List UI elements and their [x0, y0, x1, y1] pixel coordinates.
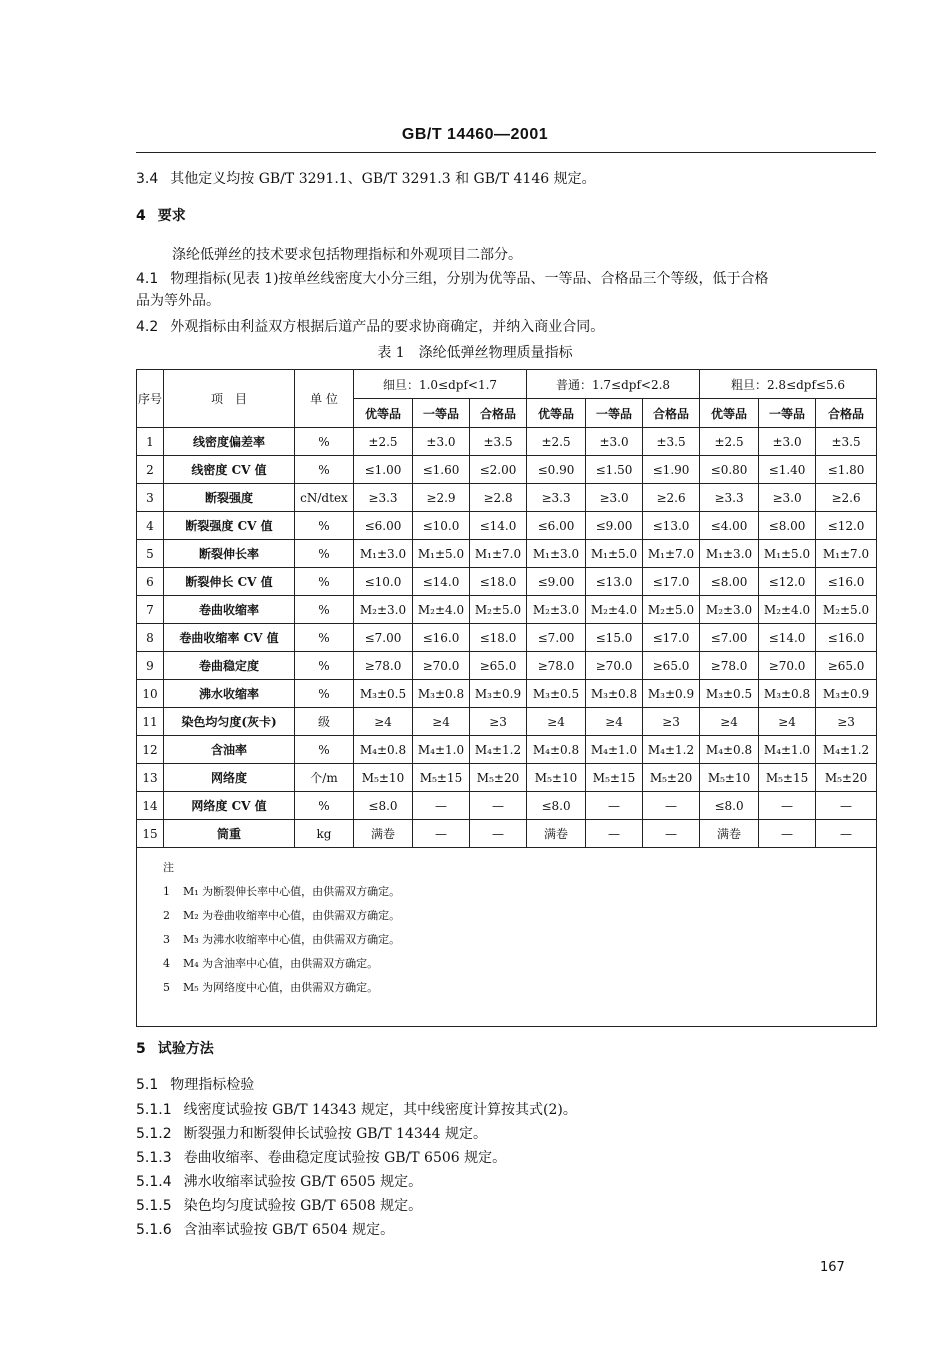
row-value: M₂±4.0 — [413, 596, 470, 624]
grade-qualified: 合格品 — [816, 399, 877, 428]
row-value: M₅±10 — [354, 764, 413, 792]
row-value: ≤10.0 — [413, 512, 470, 540]
row-value: — — [759, 820, 816, 848]
row-item: 断裂强度 CV 值 — [164, 512, 295, 540]
row-value: ≤1.40 — [759, 456, 816, 484]
row-item: 卷曲收缩率 CV 值 — [164, 624, 295, 652]
section-number: 5.1 — [136, 1077, 159, 1093]
row-value: ±3.5 — [643, 428, 700, 456]
grade-premium: 优等品 — [354, 399, 413, 428]
section-5-1-items — [136, 1098, 876, 1242]
row-value: ≤15.0 — [586, 624, 643, 652]
row-item: 筒重 — [164, 820, 295, 848]
row-value: ±3.5 — [470, 428, 527, 456]
row-value: 满卷 — [354, 820, 413, 848]
row-value: — — [643, 820, 700, 848]
row-value: ≥3 — [816, 708, 877, 736]
notes-row — [137, 848, 877, 1027]
row-value: ≤6.00 — [354, 512, 413, 540]
row-value: ≥4 — [586, 708, 643, 736]
row-value: ≤8.00 — [759, 512, 816, 540]
row-value: M₃±0.9 — [816, 680, 877, 708]
row-value: ≤4.00 — [700, 512, 759, 540]
table-row — [137, 428, 877, 456]
row-unit: 级 — [295, 708, 354, 736]
row-item: 网络度 — [164, 764, 295, 792]
row-value: ≥4 — [354, 708, 413, 736]
row-value: — — [413, 820, 470, 848]
row-value: ≤6.00 — [527, 512, 586, 540]
header-rule — [136, 152, 876, 153]
row-value: M₄±1.2 — [643, 736, 700, 764]
row-unit: % — [295, 652, 354, 680]
row-value: ≥2.8 — [470, 484, 527, 512]
list-item: 5.1.4 沸水收缩率试验按 GB/T 6505 规定。 — [136, 1174, 423, 1190]
section-number: 4.2 — [136, 319, 159, 335]
row-value: ≤16.0 — [413, 624, 470, 652]
section-text-continued: 品为等外品。 — [136, 293, 220, 309]
section-text: 物理指标(见表 1)按单丝线密度大小分三组，分别为优等品、一等品、合格品三个等级，低于合格 — [170, 271, 769, 287]
table-row — [137, 512, 877, 540]
group-fine: 细旦：1.0≤dpf<1.7 — [354, 370, 527, 399]
table-row — [137, 736, 877, 764]
row-item: 线密度 CV 值 — [164, 456, 295, 484]
row-value: M₃±0.5 — [527, 680, 586, 708]
row-unit: % — [295, 568, 354, 596]
note-item: 5 M₅ 为网络度中心值，由供需双方确定。 — [163, 981, 379, 994]
row-value: ≥70.0 — [759, 652, 816, 680]
row-value: — — [586, 792, 643, 820]
row-value: ≥65.0 — [643, 652, 700, 680]
row-value: M₄±0.8 — [527, 736, 586, 764]
section-5-1 — [136, 1074, 876, 1096]
document-header: GB/T 14460—2001 — [401, 126, 549, 143]
table-row — [137, 708, 877, 736]
row-value: M₅±15 — [759, 764, 816, 792]
row-value: M₁±7.0 — [816, 540, 877, 568]
grade-first: 一等品 — [759, 399, 816, 428]
row-value: M₂±4.0 — [586, 596, 643, 624]
row-value: ≤17.0 — [643, 568, 700, 596]
section-5-heading — [136, 1038, 876, 1060]
row-seq: 5 — [137, 540, 164, 568]
row-value: — — [586, 820, 643, 848]
row-value: M₄±1.0 — [413, 736, 470, 764]
row-value: M₄±1.2 — [470, 736, 527, 764]
row-value: ≤14.0 — [413, 568, 470, 596]
row-value: ≤1.50 — [586, 456, 643, 484]
row-value: ≤13.0 — [586, 568, 643, 596]
row-item: 断裂伸长 CV 值 — [164, 568, 295, 596]
row-unit: kg — [295, 820, 354, 848]
col-unit: 单 位 — [295, 370, 354, 428]
row-value: ≥3.0 — [586, 484, 643, 512]
row-value: ≥2.9 — [413, 484, 470, 512]
row-value: — — [470, 792, 527, 820]
row-value: ±2.5 — [354, 428, 413, 456]
row-value: ≤8.0 — [700, 792, 759, 820]
row-item: 断裂伸长率 — [164, 540, 295, 568]
row-value: ±3.0 — [586, 428, 643, 456]
row-value: M₃±0.8 — [759, 680, 816, 708]
notes-title: 注 — [163, 861, 174, 874]
table-row — [137, 652, 877, 680]
grade-qualified: 合格品 — [470, 399, 527, 428]
list-item: 5.1.5 染色均匀度试验按 GB/T 6508 规定。 — [136, 1198, 423, 1214]
row-value: ≥3 — [470, 708, 527, 736]
section-number: 3.4 — [136, 171, 159, 187]
row-value: ≥65.0 — [816, 652, 877, 680]
table-row — [137, 764, 877, 792]
row-value: ≤7.00 — [354, 624, 413, 652]
row-value: ≥65.0 — [470, 652, 527, 680]
row-value: ≤16.0 — [816, 624, 877, 652]
row-value: ≥78.0 — [700, 652, 759, 680]
table-body — [137, 428, 877, 848]
row-value: M₃±0.9 — [470, 680, 527, 708]
row-value: 满卷 — [527, 820, 586, 848]
section-4-intro: 涤纶低弹丝的技术要求包括物理指标和外观项目二部分。 — [172, 247, 522, 263]
row-value: ±3.0 — [413, 428, 470, 456]
row-value: 满卷 — [700, 820, 759, 848]
row-value: M₅±15 — [413, 764, 470, 792]
row-unit: % — [295, 736, 354, 764]
row-value: M₁±7.0 — [643, 540, 700, 568]
row-value: M₁±5.0 — [586, 540, 643, 568]
row-unit: 个/m — [295, 764, 354, 792]
row-value: ≥4 — [700, 708, 759, 736]
row-value: ≤1.60 — [413, 456, 470, 484]
row-seq: 2 — [137, 456, 164, 484]
row-seq: 13 — [137, 764, 164, 792]
row-value: ≤2.00 — [470, 456, 527, 484]
section-text: 其他定义均按 GB/T 3291.1、GB/T 3291.3 和 GB/T 4146 规定。 — [170, 171, 596, 187]
row-value: M₂±5.0 — [816, 596, 877, 624]
section-text: 外观指标由利益双方根据后道产品的要求协商确定，并纳入商业合同。 — [170, 319, 605, 335]
row-value: ≤12.0 — [759, 568, 816, 596]
row-value: M₂±4.0 — [759, 596, 816, 624]
row-value: — — [759, 792, 816, 820]
list-item: 5.1.1 线密度试验按 GB/T 14343 规定，其中线密度计算按其式(2)。 — [136, 1102, 577, 1118]
row-value: M₅±15 — [586, 764, 643, 792]
note-item: 2 M₂ 为卷曲收缩率中心值，由供需双方确定。 — [163, 909, 401, 922]
list-item: 5.1.6 含油率试验按 GB/T 6504 规定。 — [136, 1222, 395, 1238]
row-value: ≥4 — [759, 708, 816, 736]
row-seq: 14 — [137, 792, 164, 820]
row-value: M₁±3.0 — [700, 540, 759, 568]
row-value: ≤1.90 — [643, 456, 700, 484]
row-value: ≤9.00 — [586, 512, 643, 540]
row-unit: % — [295, 624, 354, 652]
row-seq: 8 — [137, 624, 164, 652]
note-item: 3 M₃ 为沸水收缩率中心值，由供需双方确定。 — [163, 933, 401, 946]
list-item: 5.1.3 卷曲收缩率、卷曲稳定度试验按 GB/T 6506 规定。 — [136, 1150, 507, 1166]
row-value: ≤14.0 — [759, 624, 816, 652]
table-notes — [137, 848, 877, 1027]
grade-premium: 优等品 — [527, 399, 586, 428]
row-item: 含油率 — [164, 736, 295, 764]
row-value: ≥3.3 — [354, 484, 413, 512]
section-title: 物理指标检验 — [170, 1077, 255, 1093]
row-value: ≤18.0 — [470, 568, 527, 596]
grade-first: 一等品 — [586, 399, 643, 428]
table-row — [137, 456, 877, 484]
row-value: ±3.5 — [816, 428, 877, 456]
table-row — [137, 680, 877, 708]
table-number: 表 1 — [377, 345, 405, 361]
row-value: ≤1.80 — [816, 456, 877, 484]
section-title: 要求 — [157, 208, 186, 224]
row-value: ≤0.80 — [700, 456, 759, 484]
row-unit: % — [295, 456, 354, 484]
section-number: 5 — [136, 1041, 146, 1057]
table-row — [137, 568, 877, 596]
row-value: M₅±20 — [643, 764, 700, 792]
row-value: ≤8.0 — [354, 792, 413, 820]
row-value: M₅±10 — [700, 764, 759, 792]
row-value: M₅±10 — [527, 764, 586, 792]
row-seq: 15 — [137, 820, 164, 848]
quality-index-table — [136, 369, 877, 1027]
row-value: ≥70.0 — [413, 652, 470, 680]
table-row — [137, 792, 877, 820]
table-caption — [0, 342, 950, 362]
row-value: — — [470, 820, 527, 848]
row-item: 卷曲稳定度 — [164, 652, 295, 680]
row-value: ≤18.0 — [470, 624, 527, 652]
group-coarse: 粗旦：2.8≤dpf≤5.6 — [700, 370, 877, 399]
row-value: ≤7.00 — [700, 624, 759, 652]
table-row — [137, 624, 877, 652]
row-unit: % — [295, 512, 354, 540]
row-unit: % — [295, 792, 354, 820]
row-value: ≥3.0 — [759, 484, 816, 512]
row-item: 网络度 CV 值 — [164, 792, 295, 820]
row-value: M₄±1.0 — [759, 736, 816, 764]
row-value: ≥3 — [643, 708, 700, 736]
row-value: — — [413, 792, 470, 820]
row-value: M₅±20 — [470, 764, 527, 792]
row-value: ≤17.0 — [643, 624, 700, 652]
row-value: ≤7.00 — [527, 624, 586, 652]
row-value: ≤8.00 — [700, 568, 759, 596]
row-item: 线密度偏差率 — [164, 428, 295, 456]
row-value: ≤16.0 — [816, 568, 877, 596]
row-seq: 7 — [137, 596, 164, 624]
row-item: 沸水收缩率 — [164, 680, 295, 708]
row-item: 染色均匀度(灰卡) — [164, 708, 295, 736]
row-unit: % — [295, 596, 354, 624]
row-seq: 9 — [137, 652, 164, 680]
row-value: ≥4 — [527, 708, 586, 736]
row-unit: cN/dtex — [295, 484, 354, 512]
row-value: ≥78.0 — [527, 652, 586, 680]
note-item: 1 M₁ 为断裂伸长率中心值，由供需双方确定。 — [163, 885, 401, 898]
grade-premium: 优等品 — [700, 399, 759, 428]
table-row — [137, 484, 877, 512]
group-normal: 普通：1.7≤dpf<2.8 — [527, 370, 700, 399]
row-value: M₄±1.0 — [586, 736, 643, 764]
table-row — [137, 540, 877, 568]
row-seq: 12 — [137, 736, 164, 764]
row-value: ±2.5 — [700, 428, 759, 456]
row-value: M₁±5.0 — [759, 540, 816, 568]
section-number: 4.1 — [136, 271, 159, 287]
row-value: M₃±0.9 — [643, 680, 700, 708]
note-item: 4 M₄ 为含油率中心值，由供需双方确定。 — [163, 957, 379, 970]
row-value: M₁±3.0 — [354, 540, 413, 568]
section-4-2 — [136, 316, 876, 338]
section-3-4 — [136, 168, 876, 190]
row-value: M₂±3.0 — [354, 596, 413, 624]
section-title: 试验方法 — [157, 1041, 214, 1057]
row-value: M₂±3.0 — [527, 596, 586, 624]
row-value: M₂±3.0 — [700, 596, 759, 624]
row-value: M₄±0.8 — [354, 736, 413, 764]
row-value: ≥2.6 — [643, 484, 700, 512]
row-value: ≤12.0 — [816, 512, 877, 540]
row-value: ±3.0 — [759, 428, 816, 456]
row-seq: 1 — [137, 428, 164, 456]
row-value: ≤1.00 — [354, 456, 413, 484]
col-item: 项 目 — [164, 370, 295, 428]
list-item: 5.1.2 断裂强力和断裂伸长试验按 GB/T 14344 规定。 — [136, 1126, 488, 1142]
table-title: 涤纶低弹丝物理质量指标 — [418, 345, 573, 361]
row-value: M₁±7.0 — [470, 540, 527, 568]
row-value: — — [816, 792, 877, 820]
section-number: 4 — [136, 208, 146, 224]
row-value: M₃±0.5 — [354, 680, 413, 708]
row-value: ≤0.90 — [527, 456, 586, 484]
row-unit: % — [295, 428, 354, 456]
row-value: ≤10.0 — [354, 568, 413, 596]
row-value: ≥70.0 — [586, 652, 643, 680]
row-value: M₂±5.0 — [643, 596, 700, 624]
page-number: 167 — [820, 1260, 845, 1275]
row-value: ±2.5 — [527, 428, 586, 456]
row-seq: 11 — [137, 708, 164, 736]
row-value: ≥3.3 — [700, 484, 759, 512]
row-value: ≤8.0 — [527, 792, 586, 820]
table-header-row — [137, 370, 877, 399]
row-value: ≤13.0 — [643, 512, 700, 540]
grade-qualified: 合格品 — [643, 399, 700, 428]
row-item: 卷曲收缩率 — [164, 596, 295, 624]
section-4-heading — [136, 205, 876, 227]
row-value: ≤14.0 — [470, 512, 527, 540]
row-value: M₅±20 — [816, 764, 877, 792]
row-value: M₁±5.0 — [413, 540, 470, 568]
row-seq: 6 — [137, 568, 164, 596]
table-row — [137, 820, 877, 848]
row-value: — — [816, 820, 877, 848]
row-value: — — [643, 792, 700, 820]
row-seq: 3 — [137, 484, 164, 512]
table-row — [137, 596, 877, 624]
row-value: ≥78.0 — [354, 652, 413, 680]
row-value: ≥2.6 — [816, 484, 877, 512]
row-value: M₂±5.0 — [470, 596, 527, 624]
row-item: 断裂强度 — [164, 484, 295, 512]
row-value: ≤9.00 — [527, 568, 586, 596]
row-value: ≥4 — [413, 708, 470, 736]
row-value: M₁±3.0 — [527, 540, 586, 568]
section-4-1 — [136, 268, 876, 312]
row-value: M₃±0.5 — [700, 680, 759, 708]
row-seq: 10 — [137, 680, 164, 708]
row-value: M₃±0.8 — [413, 680, 470, 708]
row-value: ≥3.3 — [527, 484, 586, 512]
col-seq: 序号 — [137, 370, 164, 428]
row-unit: % — [295, 540, 354, 568]
row-seq: 4 — [137, 512, 164, 540]
row-unit: % — [295, 680, 354, 708]
row-value: M₄±1.2 — [816, 736, 877, 764]
row-value: M₄±0.8 — [700, 736, 759, 764]
row-value: M₃±0.8 — [586, 680, 643, 708]
grade-first: 一等品 — [413, 399, 470, 428]
